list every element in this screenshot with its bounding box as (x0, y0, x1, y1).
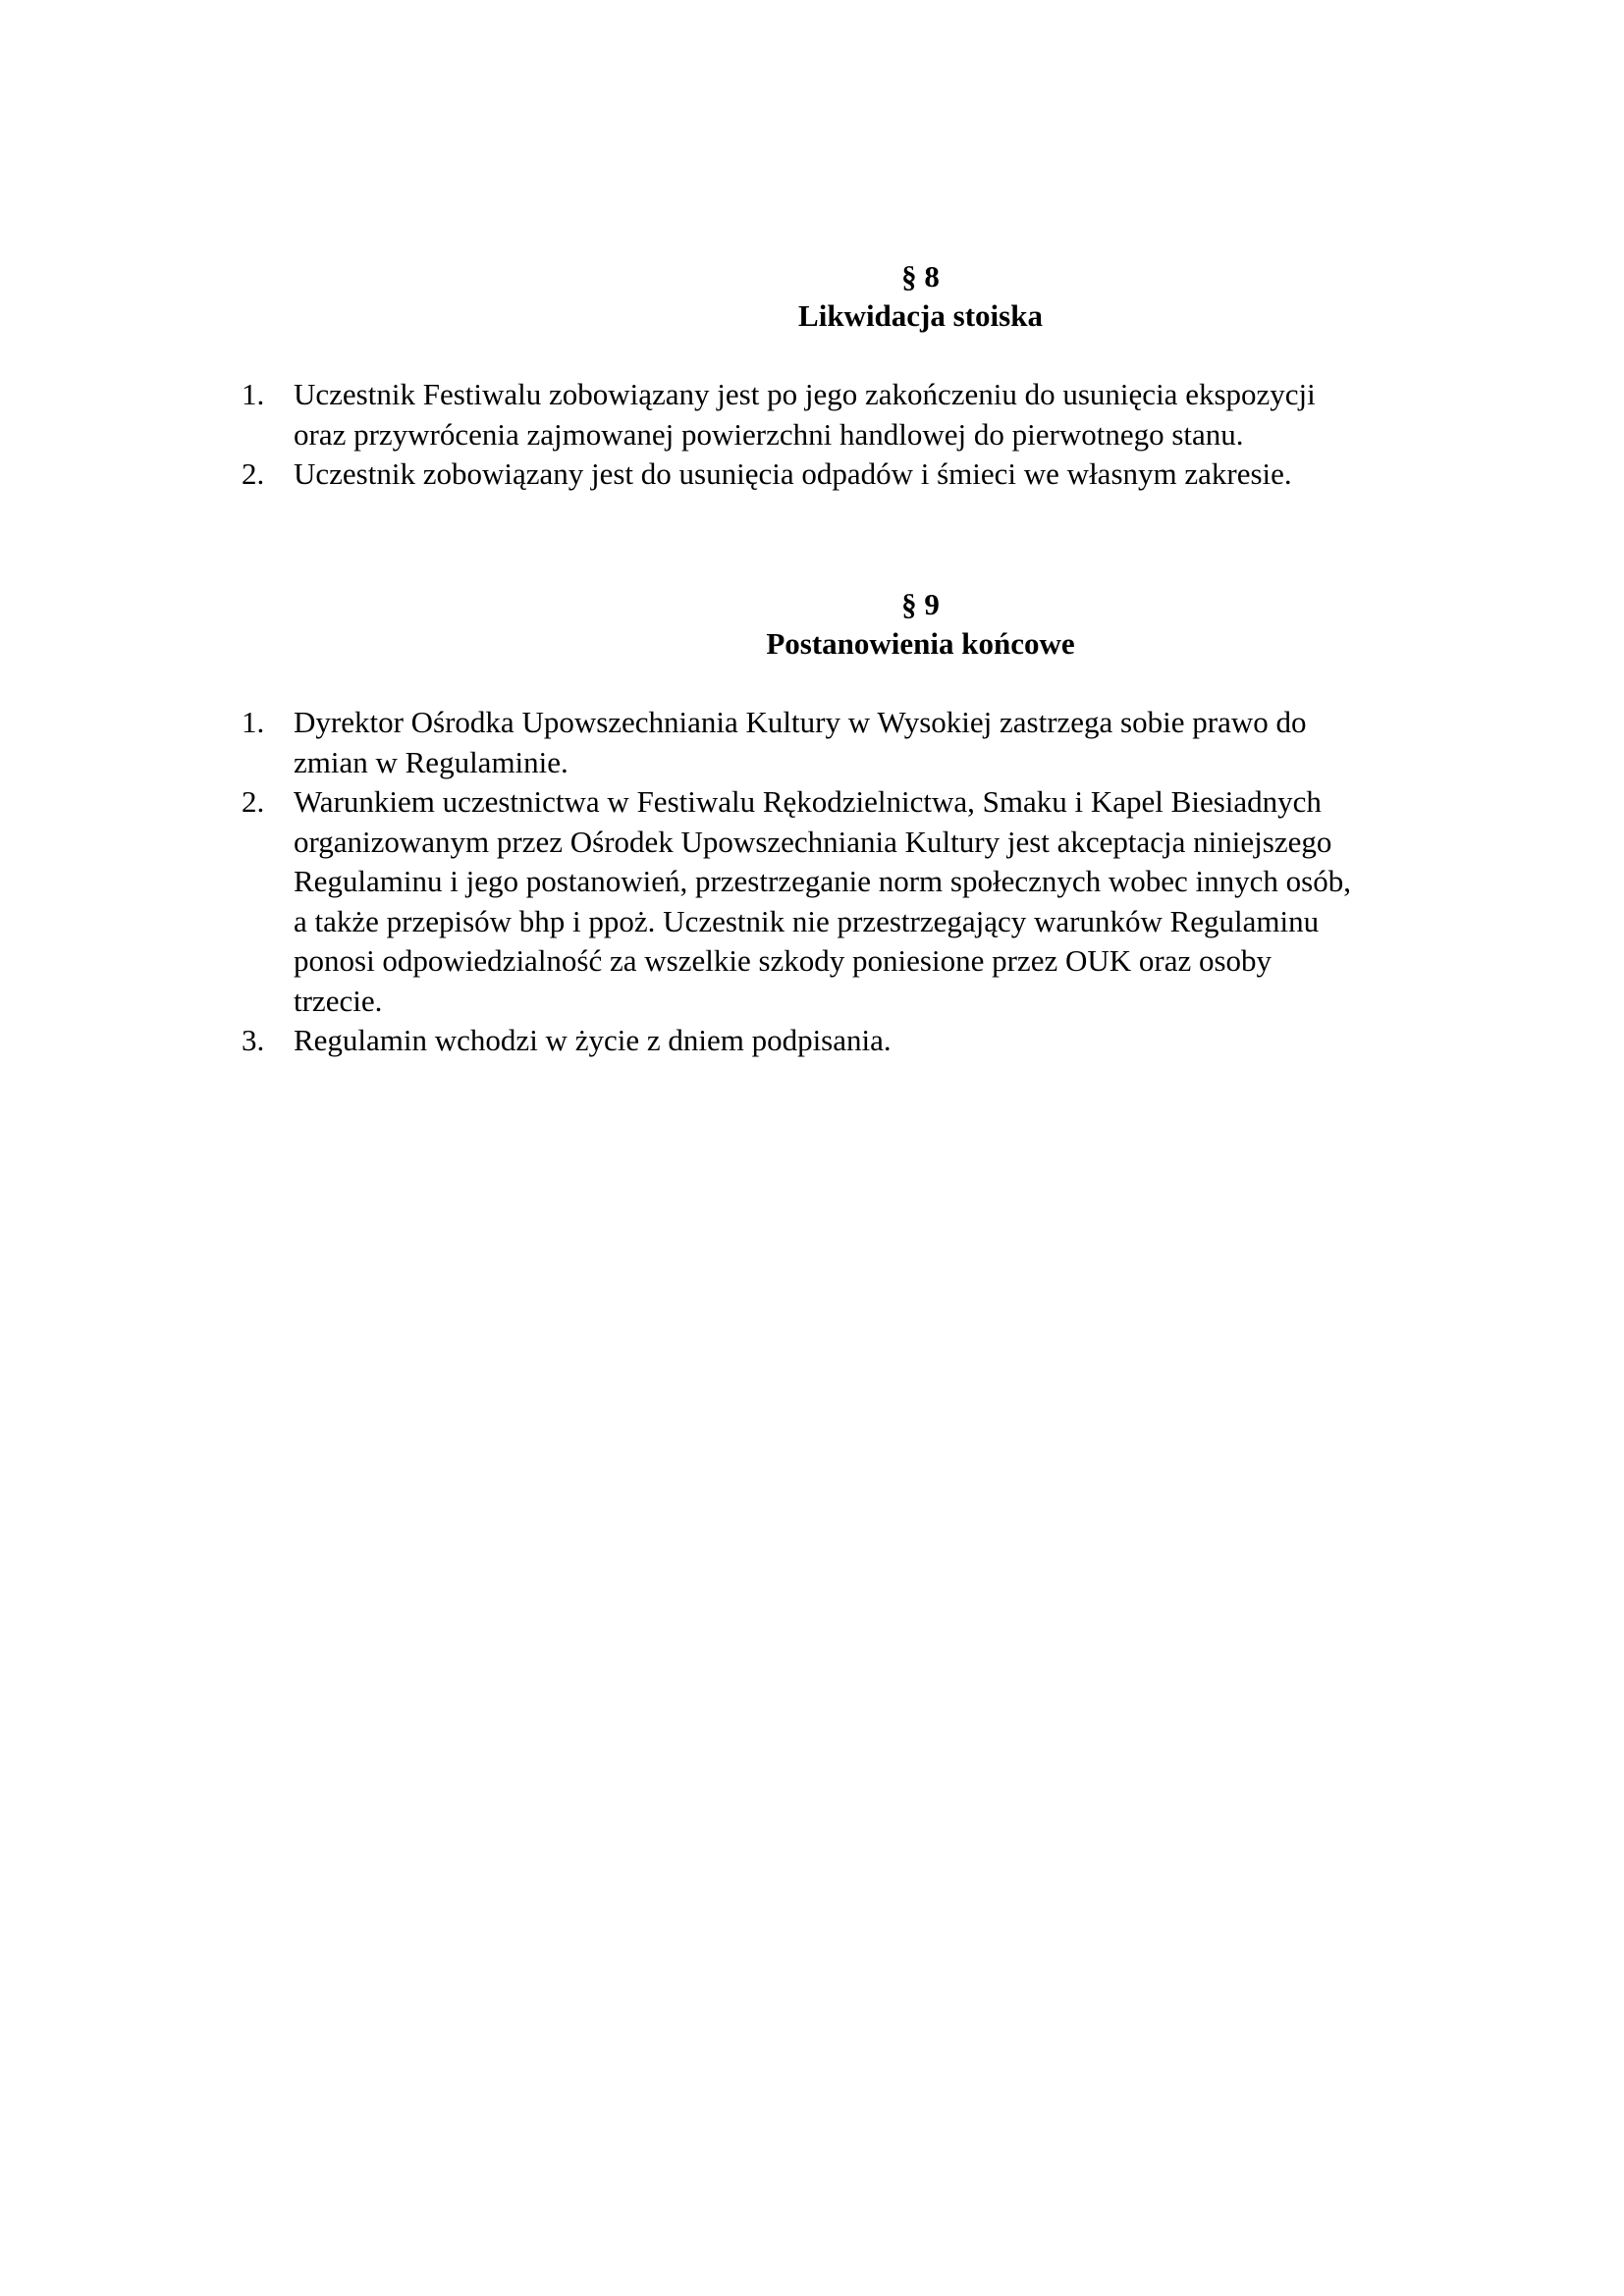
section-9 (236, 585, 1453, 1061)
item-text-line: Uczestnik Festiwalu zobowiązany jest po jego zakończeniu do usunięcia ekspozycji (294, 377, 1316, 411)
section-title: Likwidacja stoiska (798, 298, 1043, 333)
section-number: § 8 (901, 259, 940, 294)
list-item (236, 1021, 1453, 1061)
section-number: § 9 (901, 587, 940, 621)
item-number: 2. (242, 456, 265, 491)
list-item (236, 454, 1453, 495)
item-number: 2. (242, 784, 265, 819)
section-item-list (236, 703, 1453, 1061)
section-8 (236, 257, 1453, 495)
item-text-line: ponosi odpowiedzialność za wszelkie szkody poniesione przez OUK oraz osoby (294, 943, 1272, 978)
item-text-line: Regulamin wchodzi w życie z dniem podpisania. (294, 1023, 892, 1057)
item-text-line: trzecie. (294, 983, 383, 1018)
list-item (236, 782, 1453, 1021)
section-item-list (236, 375, 1453, 495)
item-text-line: a także przepisów bhp i ppoż. Uczestnik nie przestrzegający warunków Regulaminu (294, 903, 1320, 938)
item-text-line: organizowanym przez Ośrodek Upowszechniania Kultury jest akceptacja niniejszego (294, 824, 1332, 859)
list-item (236, 703, 1453, 782)
item-text-line: Warunkiem uczestnictwa w Festiwalu Rękodzielnictwa, Smaku i Kapel Biesiadnych (294, 784, 1322, 819)
item-text-line: Dyrektor Ośrodka Upowszechniania Kultury w Wysokiej zastrzega sobie prawo do (294, 705, 1307, 739)
item-number: 1. (242, 705, 265, 739)
item-text-line: zmian w Regulaminie. (294, 744, 568, 779)
item-number: 1. (242, 377, 265, 411)
section-title: Postanowienia końcowe (766, 626, 1075, 661)
item-text-line: oraz przywrócenia zajmowanej powierzchni handlowej do pierwotnego stanu. (294, 416, 1244, 452)
list-item (236, 375, 1453, 454)
item-number: 3. (242, 1023, 265, 1057)
item-text-line: Uczestnik zobowiązany jest do usunięcia odpadów i śmieci we własnym zakresie. (294, 456, 1292, 491)
item-text-line: Regulaminu i jego postanowień, przestrzeganie norm społecznych wobec innych osób, (294, 864, 1351, 898)
